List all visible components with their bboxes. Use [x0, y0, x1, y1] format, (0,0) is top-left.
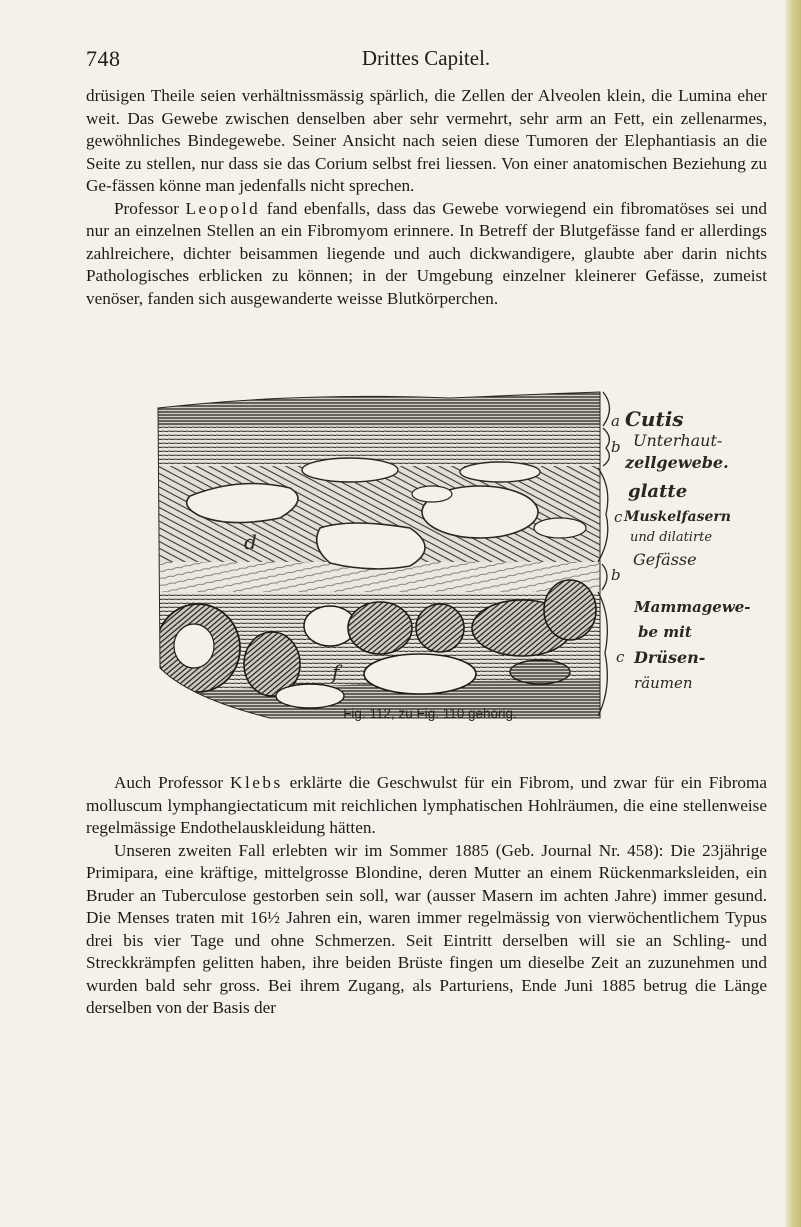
text-run: Unseren zweiten Fall erlebten wir im Sommer 1885 (Geb. Journal Nr. 458): Die 23jährige Primipara, eine kräftige, mittelgrosse Blondine, deren Mutter an einem Rückenmarksleiden, ein Bruder an Tuberculose gestorben sein soll, war (ausser Masern im achten Jahre) immer gesund. Die Menses traten mit 16½ Jahren ein, waren immer regelmässig von vierwöchentlichem Typus drei bis vier Tage und ohne Schmerzen. Seit Eintritt derselben will sie an Schling- und Streckkrämpfen gelitten haben, ihre beiden Brüste fingen um dieselbe Zeit an zuzunehmen und wurden bald sehr gross. Bei ihrem Zugang, als Parturiens, Ende Juni 1885 betrug die Länge derselben von der Basis der — [86, 840, 767, 1017]
body-text-bottom — [86, 772, 767, 1020]
annotation-raeumen: räumen — [634, 674, 693, 692]
annotation-druesen: Drüsen- — [634, 648, 706, 667]
label-c-top: c — [614, 508, 623, 526]
page-number: 748 — [86, 46, 121, 71]
figure-caption: Fig. 112, zu Fig. 110 gehörig. — [343, 706, 517, 721]
page-header — [86, 46, 766, 76]
text-run: Professor — [114, 198, 186, 218]
person-name-leopold: Leopold — [185, 198, 261, 218]
page-edge-shadow — [785, 0, 801, 1227]
paragraph — [86, 198, 767, 311]
annotation-gefaesse: Gefässe — [633, 550, 697, 569]
label-a: a — [611, 412, 620, 430]
annotation-unterhaut: Unterhaut- — [633, 431, 723, 450]
annotation-zellgewebe: zellgewebe. — [625, 453, 729, 472]
annotation-und-dilatirte: und dilatirte — [630, 530, 713, 545]
label-d: d — [244, 530, 257, 554]
histology-figure — [150, 378, 751, 723]
text-run: erklärte die Geschwulst für ein Fibrom, und zwar für ein Fibroma molluscum lymphangiectaticum mit reichlichen lymphatischen Hohlräumen, die eine stellenweise regelmässige Endothelauskleidung hätten. — [86, 773, 768, 837]
annotation-mammagewe: Mammagewe- — [634, 598, 751, 616]
annotation-muskelfasern: Muskelfasern — [624, 509, 731, 525]
label-b-bottom: b — [611, 566, 621, 584]
text-run: Auch Professor — [114, 773, 231, 792]
text-run: fand ebenfalls, dass das Gewebe vorwiegend ein fibromatöses sei und nur an einzelnen Stellen an ein Fibromyom erinnere. In Betreff der Blutgefässe fand er allerdings zahlreichere, dichter beisammen liegende und auch dickwandigere, glaubte aber darin nichts Pathologisches erblicken zu können; in der Umgebung einzelner kleinerer Gefässe, zumeist venöser, fanden sich ausgewanderte weisse Blutkörperchen. — [86, 198, 767, 308]
body-text-top — [86, 85, 767, 310]
label-b-top: b — [611, 438, 621, 456]
paragraph — [86, 85, 767, 198]
label-c-bottom: c — [616, 648, 625, 666]
paragraph — [86, 840, 767, 1020]
paragraph — [86, 772, 767, 840]
running-head: Drittes Capitel. — [361, 46, 491, 70]
label-f: f — [332, 660, 340, 684]
person-name-klebs: Klebs — [230, 773, 283, 792]
text-run: drüsigen Theile seien verhältnissmässig spärlich, die Zellen der Alveolen klein, die Lumina eher weit. Das Gewebe zwischen denselben aber sehr vermehrt, sehr arm an Fett, ein zellenarmes, gewöhnliches Bindegewebe. Seiner Ansicht nach seien diese Tumoren der Elephantiasis an die Seite zu stellen, nur dass sie das Corium selbst frei liessen. Von einer anatomischen Beziehung zu Ge-fässen könne man jedenfalls nicht sprechen. — [86, 86, 767, 195]
annotation-glatte: glatte — [628, 481, 688, 502]
annotation-cutis: Cutis — [625, 407, 684, 431]
annotation-be-mit: be mit — [638, 623, 692, 641]
